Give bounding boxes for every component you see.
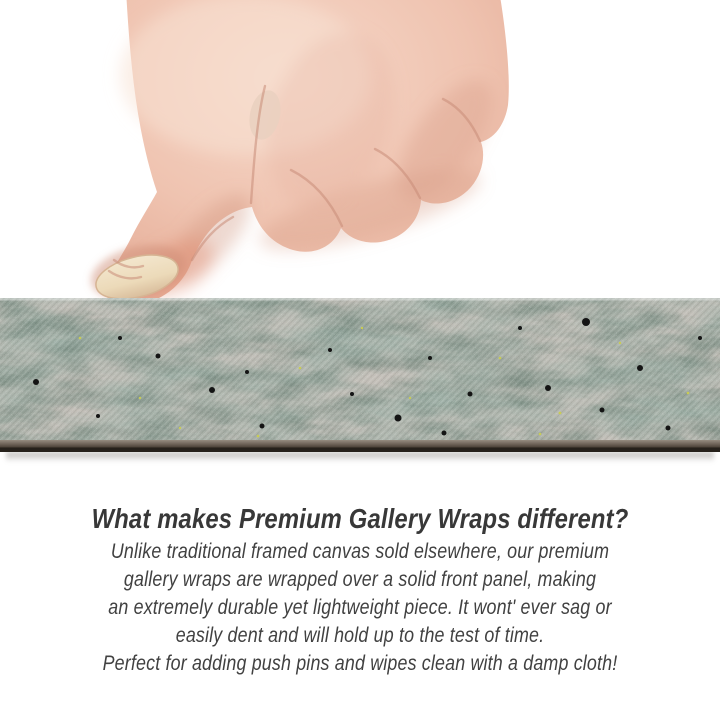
info-line-5: Perfect for adding push pins and wipes clean with a damp cloth! [102, 652, 618, 675]
info-line-1: Unlike traditional framed canvas sold elsewhere, our premium [110, 540, 610, 563]
info-text-block [54, 500, 666, 678]
canvas-texture [0, 298, 720, 452]
canvas-top-edge [0, 298, 720, 301]
canvas-edge-dark-line [0, 448, 720, 453]
hand-photo [0, 0, 720, 320]
canvas-fold-edge [0, 440, 720, 448]
canvas-shadow [6, 452, 714, 462]
info-line-4: easily dent and will hold up to the test of time. [175, 624, 545, 647]
info-line-3: an extremely durable yet lightweight piece. It wont' ever sag or [108, 596, 612, 619]
canvas-edge-strip [0, 298, 720, 452]
hand-illustration [0, 0, 720, 320]
info-line-2: gallery wraps are wrapped over a solid front panel, making [123, 568, 597, 591]
info-heading: What makes Premium Gallery Wraps different? [91, 503, 629, 534]
